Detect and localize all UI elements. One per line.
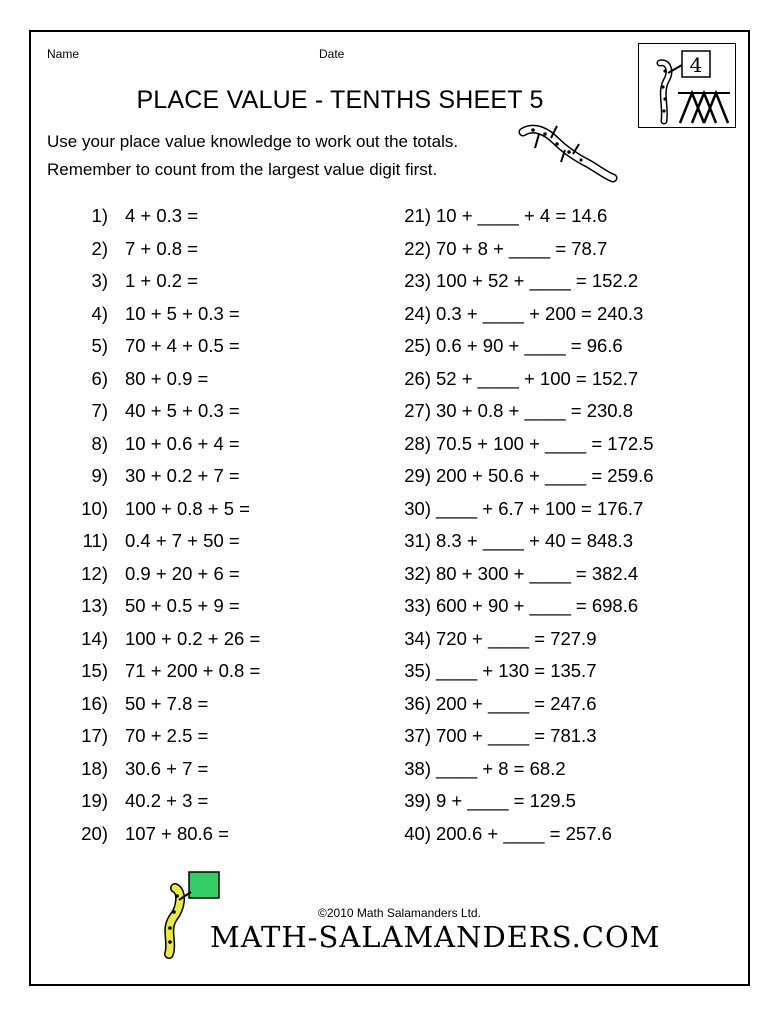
question-row — [70, 525, 240, 558]
question-expression: 7 + 0.8 = — [125, 237, 199, 259]
question-expression: 0.6 + 90 + ____ = 96.6 — [436, 335, 623, 356]
question-expression: 80 + 300 + ____ = 382.4 — [436, 562, 639, 584]
question-expression: 10 + 0.6 + 4 = — [125, 432, 240, 454]
question-row — [386, 558, 639, 591]
question-number: 39) — [404, 790, 431, 811]
question-expression: 8.3 + ____ + 40 = 848.3 — [436, 530, 633, 551]
question-expression: 700 + ____ = 781.3 — [436, 725, 597, 746]
question-row — [386, 623, 597, 656]
question-row — [386, 395, 633, 428]
question-expression: 71 + 200 + 0.8 = — [125, 660, 261, 681]
question-number: 17) — [81, 725, 108, 746]
question-row — [70, 818, 229, 851]
question-row — [70, 688, 209, 721]
question-expression: 100 + 0.8 + 5 = — [125, 497, 250, 519]
question-row — [386, 818, 612, 851]
question-number: 32) — [404, 562, 431, 584]
question-expression: 30.6 + 7 = — [125, 757, 209, 779]
question-expression: 100 + 0.2 + 26 = — [125, 627, 261, 649]
question-expression: 100 + 52 + ____ = 152.2 — [436, 270, 639, 291]
question-row — [386, 785, 576, 818]
question-row — [386, 460, 654, 493]
question-row — [386, 720, 597, 753]
question-expression: 1 + 0.2 = — [125, 270, 199, 291]
question-number: 34) — [404, 627, 431, 649]
question-number: 14) — [81, 627, 108, 649]
question-row — [386, 298, 644, 331]
question-number: 16) — [81, 692, 108, 714]
question-row — [70, 720, 209, 753]
question-expression: 30 + 0.8 + ____ = 230.8 — [436, 400, 633, 421]
question-expression: 720 + ____ = 727.9 — [436, 627, 597, 649]
question-expression: ____ + 6.7 + 100 = 176.7 — [436, 497, 644, 519]
date-label: Date — [319, 47, 345, 61]
question-expression: 70.5 + 100 + ____ = 172.5 — [436, 432, 654, 454]
question-row — [70, 200, 199, 233]
question-number: 29) — [404, 465, 431, 486]
question-expression: 40 + 5 + 0.3 = — [125, 400, 240, 421]
question-row — [70, 428, 240, 461]
question-expression: 30 + 0.2 + 7 = — [125, 465, 240, 486]
question-row — [386, 688, 597, 721]
instruction-line-2: Remember to count from the largest value digit first. — [47, 160, 438, 179]
question-expression: 600 + 90 + ____ = 698.6 — [436, 595, 639, 616]
name-label: Name — [47, 47, 80, 61]
question-row — [70, 233, 199, 266]
question-number: 24) — [404, 302, 431, 324]
question-row — [70, 298, 240, 331]
question-row — [386, 655, 597, 688]
question-number: 28) — [404, 432, 431, 454]
question-row — [386, 753, 566, 786]
question-expression: 9 + ____ = 129.5 — [436, 790, 576, 811]
question-expression: 52 + ____ + 100 = 152.7 — [436, 367, 639, 389]
question-expression: 40.2 + 3 = — [125, 790, 209, 811]
question-number: 19) — [81, 790, 108, 811]
question-expression: ____ + 130 = 135.7 — [436, 660, 597, 681]
question-expression: 0.9 + 20 + 6 = — [125, 562, 240, 584]
question-expression: 50 + 7.8 = — [125, 692, 209, 714]
question-number: 7) — [91, 400, 108, 421]
question-row — [386, 525, 633, 558]
question-number: 18) — [81, 757, 108, 779]
grade-number: 4 — [689, 53, 703, 77]
question-number: 20) — [81, 822, 108, 844]
question-number: 9) — [91, 465, 108, 486]
question-expression: 200.6 + ____ = 257.6 — [436, 822, 612, 844]
question-expression: 50 + 0.5 + 9 = — [125, 595, 240, 616]
question-number: 13) — [81, 595, 108, 616]
question-number: 36) — [404, 692, 431, 714]
question-row — [386, 233, 608, 266]
copyright-text: ©2010 Math Salamanders Ltd. — [318, 906, 481, 920]
question-number: 25) — [404, 335, 431, 356]
question-expression: 10 + 5 + 0.3 = — [125, 302, 240, 324]
question-number: 33) — [404, 595, 431, 616]
salamander-icon — [515, 122, 615, 182]
question-expression: 10 + ____ + 4 = 14.6 — [436, 205, 608, 226]
question-number: 3) — [91, 270, 108, 291]
question-row — [70, 265, 199, 298]
brand-logo-text: MATH-SALAMANDERS.COM — [210, 920, 661, 954]
question-number: 22) — [404, 237, 431, 259]
question-expression: 107 + 80.6 = — [125, 822, 229, 844]
question-expression: 70 + 8 + ____ = 78.7 — [436, 237, 608, 259]
salamander-grade-icon — [638, 43, 736, 128]
question-number: 23) — [404, 270, 431, 291]
question-expression: 70 + 2.5 = — [125, 725, 209, 746]
question-number: 21) — [404, 205, 431, 226]
question-number: 10) — [81, 497, 108, 519]
question-row — [70, 785, 209, 818]
question-row — [70, 460, 240, 493]
instruction-line-1: Use your place value knowledge to work out the totals. — [47, 132, 459, 151]
question-number: 30) — [404, 497, 431, 519]
question-row — [386, 330, 623, 363]
question-number: 2) — [91, 237, 108, 259]
question-number: 38) — [404, 757, 431, 779]
question-number: 1) — [91, 205, 108, 226]
question-expression: ____ + 8 = 68.2 — [436, 757, 566, 779]
question-row — [386, 493, 644, 526]
question-expression: 70 + 4 + 0.5 = — [125, 335, 240, 356]
question-row — [386, 265, 639, 298]
question-expression: 4 + 0.3 = — [125, 205, 199, 226]
question-row — [70, 655, 261, 688]
question-row — [386, 363, 639, 396]
question-number: 15) — [81, 660, 108, 681]
question-row — [70, 330, 240, 363]
question-row — [70, 623, 261, 656]
question-expression: 0.4 + 7 + 50 = — [125, 530, 240, 551]
question-row — [386, 590, 639, 623]
questions-column-left — [70, 200, 261, 850]
question-number: 26) — [404, 367, 431, 389]
questions-column-right — [386, 200, 654, 850]
question-number: 8) — [91, 432, 108, 454]
question-row — [70, 558, 240, 591]
question-number: 40) — [404, 822, 431, 844]
question-number: 12) — [81, 562, 108, 584]
question-expression: 200 + 50.6 + ____ = 259.6 — [436, 465, 654, 486]
question-row — [70, 753, 209, 786]
question-expression: 200 + ____ = 247.6 — [436, 692, 597, 714]
question-row — [70, 363, 209, 396]
question-number: 31) — [404, 530, 431, 551]
question-number: 37) — [404, 725, 431, 746]
question-expression: 80 + 0.9 = — [125, 367, 209, 389]
question-number: 6) — [91, 367, 108, 389]
question-row — [70, 590, 240, 623]
question-number: 35) — [404, 660, 431, 681]
question-row — [70, 493, 250, 526]
question-number: 5) — [91, 335, 108, 356]
question-row — [70, 395, 240, 428]
question-number: 4) — [91, 302, 108, 324]
question-row — [386, 200, 608, 233]
page-title: PLACE VALUE - TENTHS SHEET 5 — [136, 86, 544, 114]
question-expression: 0.3 + ____ + 200 = 240.3 — [436, 302, 644, 324]
question-number: 27) — [404, 400, 431, 421]
question-row — [386, 428, 654, 461]
question-number: 11) — [82, 530, 108, 551]
